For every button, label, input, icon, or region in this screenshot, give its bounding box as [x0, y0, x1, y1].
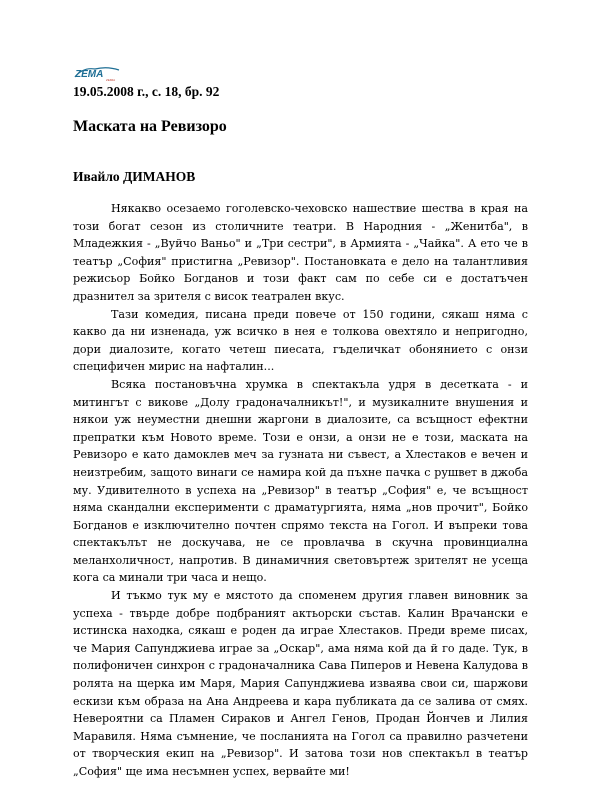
article-body — [73, 200, 528, 781]
document-page — [73, 64, 528, 781]
logo-subtext: ZEMIA — [106, 78, 116, 82]
article-title: Маската на Ревизоро — [73, 118, 227, 135]
article-paragraph: Всяка постановъчна хрумка в спектакъла удря в десетката - и митингът с викове „Долу градоначалникът!", и музикалните внушения и някои уж неуместни днешни жаргони в диалозите, са всъщност ефектни препратки към Новото време. Този е онзи, а онзи не е този, маската на Ревизоро е като дамоклев меч за гузната ни съвест, а Хлестаков е вечен и неизтребим, защото винаги се намира кой да пъхне пачка с рушвет в джоба му. Удивителното в успеха на „Ревизор" в театър „София" е, че всъщност няма скандални експерименти с драматургията, няма „нов прочит", Бойко Богданов е изключително почтен спрямо текста на Гогол. И въпреки това спектакълът не доскучава, не се провлачва в скучна провинциална меланхоличност, напротив. В динамичния световъртеж зрителят не усеща кога са минали три часа и нещо. — [73, 377, 528, 585]
article-paragraph: Някакво осезаемо гоголевско-чеховско нашествие шества в края на този богат сезон из столичните театри. В Народния - „Женитба", в Младежкия - „Вуйчо Ваньо" и „Три сестри", в Армията - „Чайка". А ето че в театър „София" пристигна „Ревизор". Постановката е дело на талантливия режисьор Бойко Богданов и този факт сам по себе си е достатъчен дразнител за зрителя с висок театрален вкус. — [73, 202, 528, 303]
issue-date-line: 19.05.2008 г., с. 18, бр. 92 — [73, 84, 220, 99]
article-paragraph: Тази комедия, писана преди повече от 150 години, сякаш няма с какво да ни изненада, уж всичко в нея е толкова овехтяло и непригодно, дори диалозите, когато четеш пиесата, гъделичкат обонянието с онзи специфичен мирис на нафталин... — [73, 307, 528, 374]
newspaper-logo-graphic — [73, 64, 121, 82]
newspaper-logo — [73, 64, 121, 82]
logo-text: ZEMA — [75, 69, 104, 80]
article-paragraph: И тъкмо тук му е мястото да споменем другия главен виновник за успеха - твърде добре подбраният актьорски състав. Калин Врачански е истинска находка, сякаш е роден да играе Хлестаков. Преди време писах, че Мария Сапунджиева играе за „Оскар", ама няма кой да й го даде. Тук, в полифоничен синхрон с градоначалника Сава Пиперов и Невена Калудова в ролята на щерка им Маря, Мария Сапунджиева изваява свои си, шаржови ескизи към образа на Ана Андреева и кара публиката да се залива от смях. Невероятни са Пламен Сираков и Ангел Генов, Продан Йончев и Лилия Маравиля. Няма съмнение, че посланията на Гогол са правилно разчетени от творческия екип на „Ревизор". И затова този нов спектакъл в театър „София" ще има несъмнен успех, вервайте ми! — [73, 589, 528, 778]
article-author: Ивайло ДИМАНОВ — [73, 169, 196, 184]
